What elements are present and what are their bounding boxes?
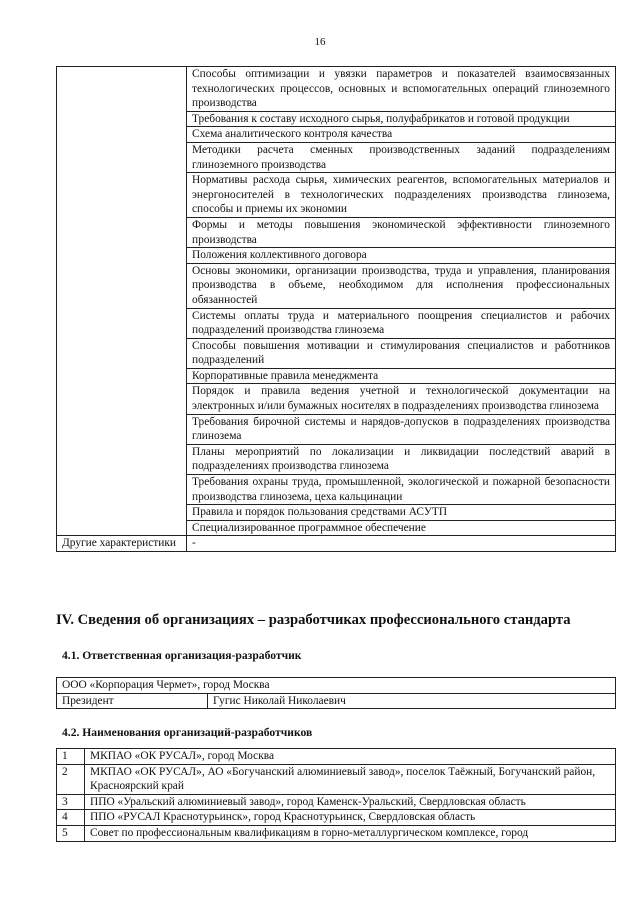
developer-orgs-heading: 4.2. Наименования организаций-разработчиков [62, 726, 313, 739]
row-number: 4 [57, 810, 85, 826]
page-number: 16 [314, 36, 326, 48]
row-number: 1 [57, 749, 85, 765]
row-number: 3 [57, 794, 85, 810]
knowledge-item: Положения коллективного договора [187, 248, 616, 264]
developer-orgs-table [56, 748, 616, 842]
knowledge-item: Схема аналитического контроля качества [187, 127, 616, 143]
row-number: 2 [57, 764, 85, 794]
knowledge-item: Нормативы расхода сырья, химических реагентов, вспомогательных материалов и энергоносителей в технологических подразделениях производства глинозема, способы и приемы их экономии [187, 173, 616, 218]
developer-org-name: МКПАО «ОК РУСАЛ», АО «Богучанский алюминиевый завод», поселок Таёжный, Богучанский район, Красноярский край [85, 764, 616, 794]
responsible-org-heading: 4.1. Ответственная организация-разработчик [62, 649, 302, 662]
developer-org-name: МКПАО «ОК РУСАЛ», город Москва [85, 749, 616, 765]
row-number: 5 [57, 825, 85, 841]
knowledge-item: Системы оплаты труда и материального поощрения специалистов и рабочих подразделений производства глинозема [187, 308, 616, 338]
knowledge-item: Требования бирочной системы и нарядов-допусков в подразделениях производства глинозема [187, 414, 616, 444]
table-row [57, 693, 616, 709]
knowledge-item: Порядок и правила ведения учетной и технологической документации на электронных и/или бумажных носителях в подразделениях производства глинозема [187, 384, 616, 414]
developer-org-name: ППО «РУСАЛ Краснотурьинск», город Краснотурьинск, Свердловская область [85, 810, 616, 826]
left-label-cell [57, 67, 187, 536]
responsible-org-table [56, 677, 616, 709]
table-row [57, 794, 616, 810]
knowledge-item: Основы экономики, организации производства, труда и управления, планирования производства в объеме, необходимом для исполнения профессиональных обязанностей [187, 263, 616, 308]
knowledge-item: Планы мероприятий по локализации и ликвидации последствий аварий в подразделениях производства глинозема [187, 444, 616, 474]
responsible-person: Гугис Николай Николаевич [208, 693, 616, 709]
developer-org-name: ППО «Уральский алюминиевый завод», город Каменск-Уральский, Свердловская область [85, 794, 616, 810]
knowledge-item: Методики расчета сменных производственных заданий подразделениям глиноземного производства [187, 142, 616, 172]
section-title: IV. Сведения об организациях – разработчиках профессионального стандарта [56, 612, 571, 628]
table-row [57, 810, 616, 826]
knowledge-item: Требования охраны труда, промышленной, экологической и пожарной безопасности производства глинозема, цеха кальцинации [187, 475, 616, 505]
knowledge-item: Правила и порядок пользования средствами АСУТП [187, 505, 616, 521]
responsible-org-name: ООО «Корпорация Чермет», город Москва [57, 678, 616, 694]
knowledge-item: Формы и методы повышения экономической эффективности глиноземного производства [187, 217, 616, 247]
table-row [57, 67, 616, 112]
knowledge-item: Способы оптимизации и увязки параметров и показателей взаимосвязанных технологических процессов, основных и вспомогательных операций глиноземного производства [187, 67, 616, 112]
table-row [57, 764, 616, 794]
table-row [57, 536, 616, 552]
knowledge-item: Специализированное программное обеспечение [187, 520, 616, 536]
responsible-role: Президент [57, 693, 208, 709]
other-characteristics-label: Другие характеристики [57, 536, 187, 552]
knowledge-item: Корпоративные правила менеджмента [187, 368, 616, 384]
knowledge-item: Способы повышения мотивации и стимулирования специалистов и работников подразделений [187, 338, 616, 368]
developer-org-name: Совет по профессиональным квалификациям в горно-металлургическом комплексе, город [85, 825, 616, 841]
knowledge-table [56, 66, 616, 552]
table-row [57, 825, 616, 841]
table-row [57, 749, 616, 765]
other-characteristics-value: - [187, 536, 616, 552]
table-row [57, 678, 616, 694]
knowledge-item: Требования к составу исходного сырья, полуфабрикатов и готовой продукции [187, 111, 616, 127]
